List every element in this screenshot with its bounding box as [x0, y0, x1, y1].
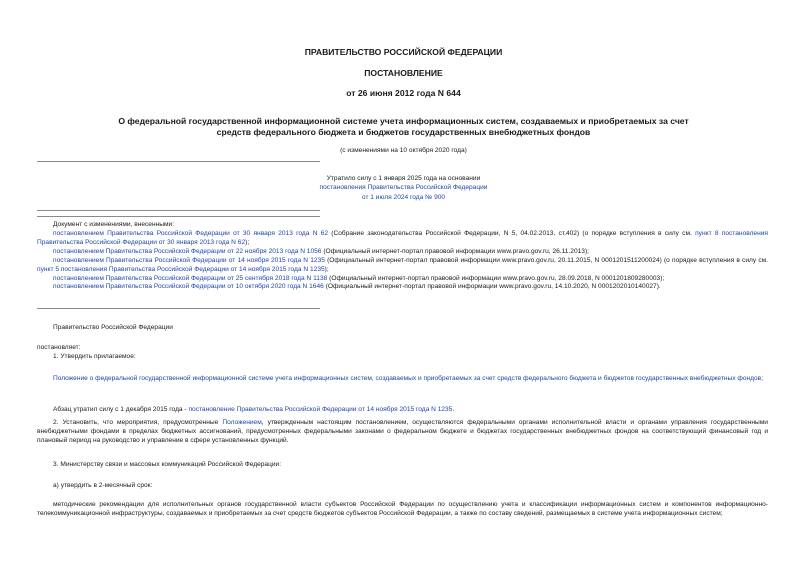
repeal-resolution-link[interactable]: постановление Правительства Российской Федерации от 14 ноября 2015 года N 1235	[188, 406, 453, 413]
divider-line	[37, 216, 320, 217]
point-2-text-continued: , утвержденным настоящим постановлением, осуществляются федеральными органами исполнительной власти и органами управления государственными внебюджетными фондами в пределах бюджетных ассигнований, предусмотренных федеральными законами о федеральном бюджете и бюджетах государственных внебюджетных фондов на соответствующий финансовый год и плановый период на руководство и управление в сфере установленных функций.	[37, 419, 768, 444]
repeal-notice: Утратило силу с 1 января 2025 года на основании	[326, 175, 481, 182]
changes-list	[37, 230, 768, 292]
change-link[interactable]: постановлением Правительства Российской Федерации от 10 октября 2020 года N 1646	[53, 283, 324, 291]
point-3a-text: методические рекомендации для исполнительных органов государственной власти субъектов Российской Федерации по осуществлению учета и классификации информационных систем и компонентов информационно-телекоммуникационной инфраструктуры, создаваемых и приобретаемых за счет средств бюджетов субъектов Российской Федерации, а также по составу сведений, размещаемых в системе учета информационных систем;	[37, 501, 768, 517]
amendment-note: (с изменениями на 10 октября 2020 года)	[340, 147, 467, 154]
point-1: 1. Утвердить прилагаемое:	[53, 353, 136, 360]
change-link[interactable]: постановлением Правительства Российской Федерации от 14 ноября 2015 года N 1235	[53, 256, 325, 264]
point-3a: а) утвердить в 2-месячный срок:	[53, 482, 153, 489]
change-link[interactable]: постановлением Правительства Российской Федерации от 25 сентября 2018 года N 1138	[53, 274, 328, 282]
punctuation: ;	[761, 375, 763, 382]
change-item	[37, 283, 768, 292]
change-item	[37, 257, 768, 275]
punctuation: .	[452, 406, 455, 413]
document-type-heading: ПОСТАНОВЛЕНИЕ	[364, 68, 443, 78]
changes-intro: Документ с изменениями, внесенными:	[53, 221, 175, 228]
change-tail: );	[324, 265, 329, 273]
government-heading: ПРАВИТЕЛЬСТВО РОССИЙСКОЙ ФЕДЕРАЦИИ	[304, 47, 503, 57]
decides-word: постановляет:	[37, 344, 81, 351]
divider-line	[37, 210, 320, 211]
divider-line	[37, 161, 320, 162]
government-subject: Правительство Российской Федерации	[53, 324, 173, 331]
change-text: (Официальный интернет-портал правовой информации www.pravo.gov.ru, 26.11.2013);	[321, 247, 590, 255]
change-item	[37, 248, 768, 257]
point-2-text: 2. Установить, что мероприятия, предусмотренные	[53, 419, 223, 426]
document-title: О федеральной государственной информационной системе учета информационных систем, создаваемых и приобретаемых за счет средств федерального бюджета и бюджетов государственных внебюджетных фондов	[118, 116, 689, 137]
change-link-secondary[interactable]: пункт 8 постановления Правительства Российской Федерации от 30 января 2013 года N 62	[37, 230, 768, 246]
change-link-secondary[interactable]: пункт 5 постановления Правительства Российской Федерации от 14 ноября 2015 года N 1235	[37, 265, 325, 273]
change-item	[37, 230, 768, 248]
paragraph-repealed-text: Абзац утратил силу с 1 декабря 2015 года -	[53, 406, 189, 413]
change-text: (Официальный интернет-портал правовой информации www.pravo.gov.ru, 14.10.2020, N 0001202010140027).	[323, 283, 661, 291]
point-3: 3. Министерству связи и массовых коммуникаций Российской Федерации:	[53, 461, 282, 468]
change-text: (Официальный интернет-портал правовой информации www.pravo.gov.ru, 28.09.2018, N 0001201809280003);	[327, 274, 665, 282]
change-link[interactable]: постановлением Правительства Российской Федерации от 30 января 2013 года N 62	[53, 230, 329, 237]
point-1-regulation	[37, 375, 768, 384]
regulation-link[interactable]: Положение о федеральной государственной информационной системе учета информационных систем, создаваемых и приобретаемых за счет средств федерального бюджета и бюджетов государственных внебюджетных фондов	[53, 375, 762, 382]
change-tail: );	[245, 238, 250, 246]
change-text: (Собрание законодательства Российской Федерации, N 5, 04.02.2013, ст.402) (о порядке вступления в силу см.	[328, 230, 696, 237]
divider-line	[37, 308, 320, 309]
document-date-number: от 26 июня 2012 года N 644	[346, 88, 461, 98]
repeal-link-line2[interactable]: от 1 июля 2024 года № 900	[361, 194, 446, 201]
repeal-link-line1[interactable]: постановления Правительства Российской Федерации	[319, 184, 488, 191]
change-link[interactable]: постановлением Правительства Российской Федерации от 22 ноября 2013 года N 1056	[53, 247, 322, 255]
paragraph-repealed	[53, 406, 454, 415]
point-2	[37, 419, 768, 446]
change-text: (Официальный интернет-портал правовой информации www.pravo.gov.ru, 20.11.2015, N 0001201511200024) (о порядке вступления в силу см.	[324, 256, 768, 264]
regulation-short-link[interactable]: Положением	[222, 419, 262, 426]
